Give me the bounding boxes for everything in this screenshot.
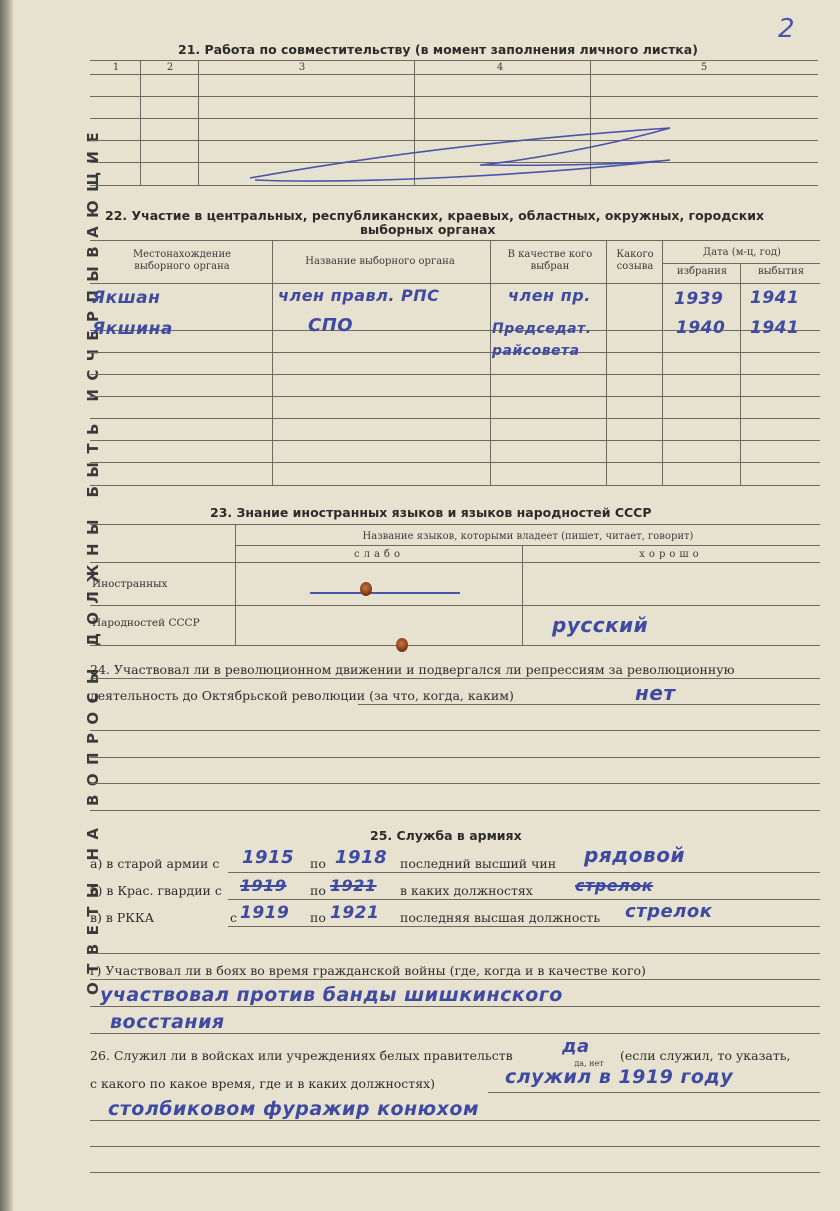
po-label: по	[310, 856, 326, 871]
hw-section-24-answer: нет	[635, 681, 676, 705]
hw-section-26-answer: да	[562, 1036, 590, 1057]
hw-civil-war-answer-1: участвовал против банды шишкинского	[100, 984, 563, 1006]
col-number: 3	[298, 62, 306, 73]
foreign-dash	[310, 592, 460, 594]
hw-rkka-to: 1921	[330, 903, 380, 923]
section-24-line1: 24. Участвовал ли в революционном движении и подвергался ли репрессиям за революционную	[90, 662, 735, 677]
army-rkka-prefix: в) в РККА	[90, 910, 155, 925]
hw-army-old-from: 1915	[242, 847, 295, 868]
margin-instruction: ОТВЕТЫ НА ВОПРОСЫ ДОЛЖНЫ БЫТЬ ИСЧЕРПЫВАЮЩИЕ	[84, 124, 102, 995]
wax-seal	[360, 582, 372, 596]
hw-ussr-good: русский	[552, 613, 649, 637]
header-elected: избрания	[676, 266, 728, 277]
army-rkka-suffix: последняя высшая должность	[400, 910, 601, 925]
po-label: по	[310, 883, 326, 898]
wax-seal	[396, 638, 408, 652]
hw-red-guard-position: стрелок	[575, 876, 654, 895]
section-24-line2: деятельность до Октябрьской революции (за что, когда, каким)	[90, 688, 514, 703]
page-number: 2	[778, 14, 795, 44]
header-good: хорошо	[639, 549, 703, 560]
col-number: 5	[700, 62, 708, 73]
hw-left-2: 1941	[750, 318, 800, 338]
army-old-prefix: а) в старой армии с	[90, 856, 220, 871]
hw-elected-2: 1940	[676, 318, 726, 338]
hw-rkka-position: стрелок	[625, 901, 713, 922]
army-red-guard-prefix: б) в Крас. гвардии с	[90, 883, 222, 898]
crossed-out-scribble	[230, 120, 710, 190]
section-26-line1-suffix: (если служил, то указать,	[620, 1048, 791, 1063]
hw-left-1: 1941	[750, 288, 800, 308]
hw-name-1: член правл. РПС	[278, 286, 440, 305]
yes-no-hint: да, нет	[574, 1059, 604, 1068]
hw-red-guard-from: 1919	[240, 876, 287, 895]
hw-section-26-answer-2: служил в 1919 году	[505, 1066, 734, 1088]
section-22-title: 22. Участие в центральных, республиканских, краевых, областных, окружных, городских	[105, 208, 765, 223]
section-26-line2: с какого по какое время, где и в каких должностях)	[90, 1076, 436, 1091]
hw-location-2: Якшина	[92, 319, 173, 339]
hw-location-1: Якшан	[92, 288, 161, 308]
header-name: Название выборного органа	[305, 256, 455, 267]
hw-elected-1: 1939	[674, 289, 724, 309]
hw-role-1: член пр.	[508, 286, 591, 305]
army-old-suffix: последний высший чин	[400, 856, 557, 871]
hw-army-old-to: 1918	[335, 847, 388, 868]
hw-army-old-rank: рядовой	[584, 843, 685, 867]
row-foreign: Иностранных	[92, 578, 168, 590]
col-number: 2	[166, 62, 174, 73]
section-23-title: 23. Знание иностранных языков и языков народностей СССР	[210, 505, 652, 520]
hw-section-26-answer-3: столбиковом фуражир конюхом	[108, 1098, 479, 1120]
section-26-line1: 26. Служил ли в войсках или учреждениях белых правительств	[90, 1048, 513, 1063]
header-left: выбытия	[757, 266, 805, 277]
header-weak: слабо	[354, 549, 404, 560]
hw-role-2: Председат. райсовета	[492, 321, 592, 359]
hw-rkka-from: 1919	[240, 903, 290, 923]
section-22-title-2: выборных органах	[360, 222, 496, 237]
header-convocation: Какого созыва	[616, 249, 654, 272]
section-25-title: 25. Служба в армиях	[370, 828, 522, 843]
col-number: 1	[112, 62, 120, 73]
army-red-guard-suffix: в каких должностях	[400, 883, 533, 898]
section-21-title: 21. Работа по совместительству (в момент заполнения личного листка)	[178, 42, 698, 57]
row-ussr: Народностей СССР	[92, 617, 200, 629]
civil-war-question: г) Участвовал ли в боях во время гражданской войны (где, когда и в качестве кого)	[90, 963, 646, 978]
hw-name-2: СПО	[308, 315, 354, 336]
hw-red-guard-to: 1921	[330, 876, 377, 895]
personnel-record-page: 2 ОТВЕТЫ НА ВОПРОСЫ ДОЛЖНЫ БЫТЬ ИСЧЕРПЫВАЮЩИЕ 21. Работа по совместительству (в момент заполнения личного листка) 1 2 3 4 5 22. Участие в центральных, республиканских, краевых, областных, окружных, городских выборных органах Местонахождение выборного органа Название выборного органа В качестве кого выбран Какого созыва Дата (м-ц, год) избрания выбытия Якшан Якшина член правл. РПС СПО член пр. Председат. райсовета 1939 1940 1941 1941 23. Знание иностранных языков и языков народностей СССР Название языков, которыми владеет (пишет, читает, говорит) слабо хорошо Иностранных Народностей СССР русский 24. Участвовал ли в революционном движении и подвергался ли репрессиям за революционную деятельность до Октябрьской революции (за что, когда, каким) нет 25. Служба в армиях а) в старой армии с 1915 по 1918 последний высший чин рядовой б) в Крас. гвардии с 1919 по 1921 в каких должностях стрелок в) в РККА с 1919 по 1921 последняя высшая должность стрелок г) Участвовал ли в боях во время гражданской войны (где, когда и в качестве кого) участвовал против банды шишкинского восстания 26. Служил ли в войсках или учреждениях белых правительств да да, нет (если служил, то указать, с какого по какое время, где и в каких должностях) служил в 1919 году столбиковом фуражир конюхом	[0, 0, 840, 1211]
hw-civil-war-answer-2: восстания	[110, 1011, 225, 1033]
header-date: Дата (м-ц, год)	[703, 247, 781, 258]
languages-header: Название языков, которыми владеет (пишет, читает, говорит)	[362, 531, 694, 542]
col-number: 4	[496, 62, 504, 73]
header-role: В качестве кого выбран	[507, 249, 593, 272]
header-location: Местонахождение выборного органа	[132, 249, 232, 272]
po-label: по	[310, 910, 326, 925]
